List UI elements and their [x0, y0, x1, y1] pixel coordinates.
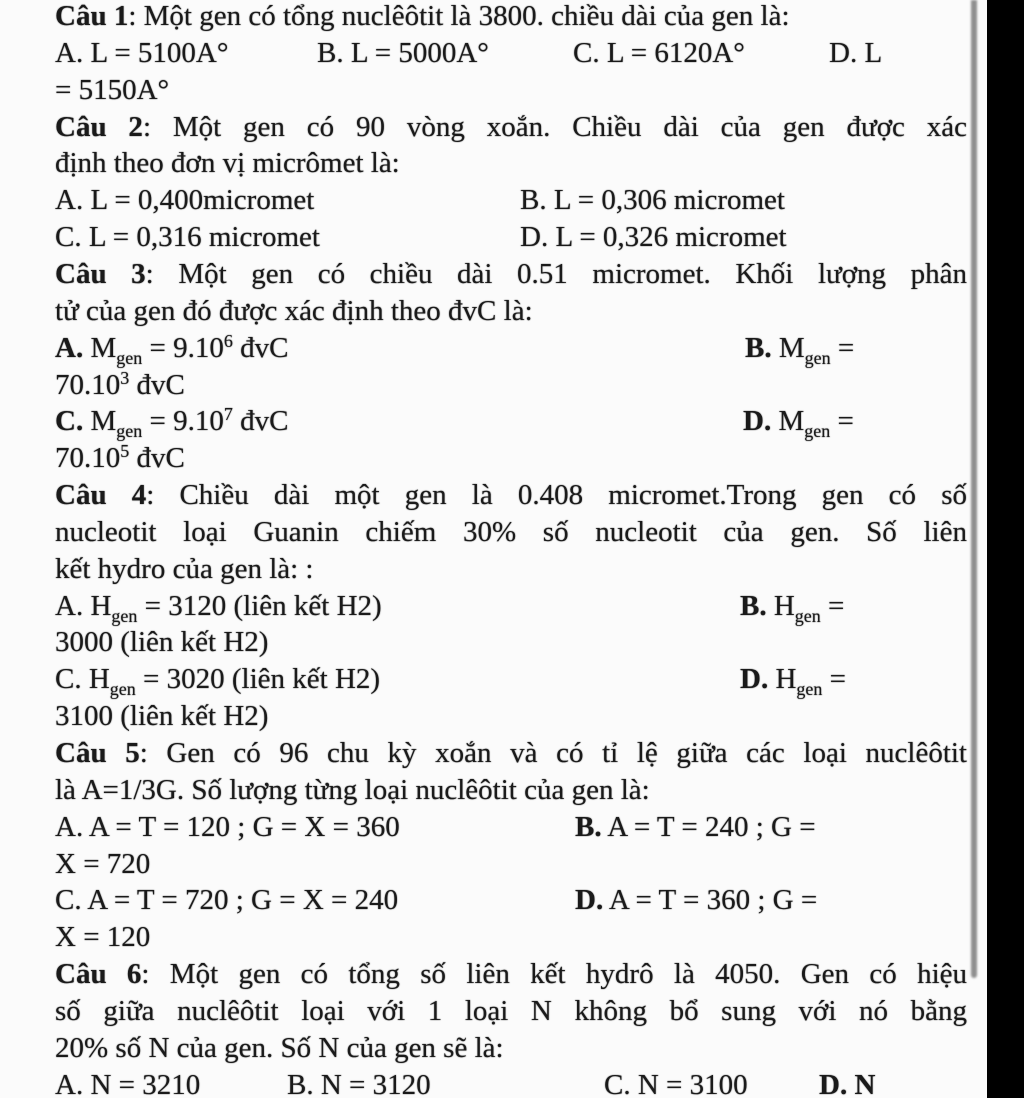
text-chunk	[55, 477, 967, 514]
text-segment: đvC	[129, 442, 185, 475]
text-chunk	[55, 514, 967, 551]
text-chunk	[829, 35, 882, 72]
text-chunk	[575, 882, 817, 919]
text-chunk	[55, 330, 288, 370]
text-chunk	[55, 772, 650, 809]
text-segment: Câu 5	[55, 737, 140, 769]
text-chunk	[604, 1067, 748, 1104]
text-segment: C.	[55, 405, 84, 438]
text-segment: C. L = 0,316 micromet	[55, 221, 320, 254]
right-black-bar	[987, 0, 1024, 1098]
text-segment: A. L = 0,400micromet	[55, 184, 315, 217]
text-chunk	[55, 219, 320, 256]
text-segment: nucleotit loại Guanin chiếm 30% số nucleotit của gen. Số liên	[55, 515, 967, 548]
text-chunk	[745, 330, 854, 370]
text-segment: X = 720	[55, 847, 151, 880]
text-segment: D.	[740, 663, 769, 696]
text-line	[0, 551, 985, 588]
text-segment: M	[771, 405, 805, 438]
text-segment: M	[83, 405, 117, 438]
text-chunk	[55, 661, 380, 701]
text-segment: B. N = 3120	[287, 1068, 431, 1101]
text-segment: 3100 (liên kết H2)	[55, 700, 269, 733]
text-segment: tử của gen đó được xác định theo đvC là:	[55, 294, 533, 327]
text-segment: C. H	[55, 663, 110, 696]
text-chunk	[740, 588, 844, 628]
text-line	[0, 514, 985, 551]
text-segment: Câu 2	[55, 110, 143, 143]
text-chunk	[55, 35, 228, 72]
text-line	[0, 956, 985, 993]
text-line	[0, 256, 985, 293]
subscript: gen	[116, 347, 143, 368]
text-chunk	[55, 72, 169, 109]
text-segment: : Gen có 96 chu kỳ xoắn và có tỉ lệ giữa các loại nuclêôtit	[139, 737, 967, 769]
text-segment: : Một gen có chiều dài 0.51 micromet. Khối lượng phân	[145, 257, 968, 290]
subscript: gen	[109, 679, 136, 700]
text-segment: D.	[743, 405, 772, 438]
text-chunk	[55, 0, 790, 35]
text-chunk	[743, 403, 854, 443]
subscript: gen	[796, 679, 823, 700]
text-chunk	[55, 1030, 504, 1067]
text-chunk	[55, 735, 967, 772]
text-segment: : Một gen có tổng nuclêôtit là 3800. chiều dài của gen là:	[128, 0, 790, 32]
text-line	[0, 477, 985, 514]
text-segment: : Chiều dài một gen là 0.408 micromet.Trong gen có số	[146, 479, 967, 512]
text-segment: D. L	[829, 36, 883, 69]
superscript: 5	[120, 441, 130, 462]
text-segment: đvC	[129, 368, 185, 401]
text-segment: C. L = 6120A°	[573, 36, 745, 69]
text-segment: số giữa nuclêôtit loại với 1 loại N không bổ sung với nó bằng	[55, 994, 967, 1027]
superscript: 3	[120, 367, 130, 388]
text-segment: =	[830, 405, 854, 438]
text-line	[0, 846, 985, 883]
text-line	[0, 882, 985, 919]
text-chunk	[520, 182, 785, 219]
subscript: gen	[116, 421, 143, 442]
text-segment: 70.10	[55, 442, 121, 475]
page-edge-divider	[971, 0, 977, 978]
text-segment: D. N	[819, 1068, 876, 1101]
text-chunk	[55, 182, 314, 219]
text-segment: B.	[740, 589, 767, 622]
text-segment: H	[768, 663, 797, 696]
text-chunk	[55, 809, 400, 846]
text-segment: = 3120 (liên kết H2)	[137, 589, 382, 622]
text-segment: B. L = 5000A°	[317, 36, 489, 69]
text-segment: 3000 (liên kết H2)	[55, 626, 269, 659]
text-chunk	[55, 588, 382, 628]
text-segment: đvC	[232, 331, 289, 364]
text-chunk	[520, 219, 787, 256]
text-line	[0, 403, 985, 440]
text-line	[0, 588, 985, 625]
text-segment: A. H	[55, 589, 112, 622]
text-segment: A. N = 3210	[55, 1068, 201, 1101]
text-segment: =	[822, 663, 847, 696]
text-chunk	[55, 440, 185, 480]
text-segment: D.	[575, 884, 604, 917]
text-chunk	[55, 551, 314, 588]
text-segment: D. L = 0,326 micromet	[520, 221, 787, 254]
text-line	[0, 1030, 985, 1067]
subscript: gen	[804, 421, 831, 442]
text-segment: B. L = 0,306 micromet	[520, 184, 785, 217]
text-line	[0, 0, 985, 35]
text-line	[0, 109, 985, 146]
text-segment: X = 120	[55, 921, 151, 954]
subscript: gen	[111, 605, 138, 626]
text-segment: Câu 3	[55, 257, 146, 290]
text-line	[0, 35, 985, 72]
text-segment: : Một gen có 90 vòng xoắn. Chiều dài của gen được xác	[142, 110, 967, 143]
text-segment: kết hydro của gen là: :	[55, 552, 314, 585]
text-chunk	[55, 846, 150, 883]
text-chunk	[55, 882, 398, 919]
text-line	[0, 293, 985, 330]
text-line	[0, 919, 985, 956]
text-line	[0, 145, 985, 182]
text-segment: = 3020 (liên kết H2)	[135, 663, 381, 696]
text-segment: C. A = T = 720 ; G = X = 240	[55, 884, 399, 917]
text-chunk	[55, 993, 967, 1030]
text-segment: B.	[745, 331, 772, 364]
text-line	[0, 367, 985, 404]
text-segment: =	[820, 589, 845, 622]
text-segment: A = T = 360 ; G =	[603, 884, 818, 917]
text-segment: A. A = T = 120 ; G = X = 360	[55, 810, 400, 843]
text-segment: Câu 4	[55, 479, 147, 512]
text-chunk	[55, 403, 288, 443]
text-segment: A = T = 240 ; G =	[601, 810, 816, 843]
text-line	[0, 698, 985, 735]
text-segment: A.	[55, 331, 84, 364]
text-segment: 70.10	[55, 368, 121, 401]
text-chunk	[55, 698, 268, 735]
text-line	[0, 219, 985, 256]
superscript: 6	[223, 330, 233, 351]
text-segment: = 5150A°	[55, 73, 170, 106]
text-segment: M	[83, 331, 117, 364]
text-segment: B.	[575, 810, 602, 843]
text-chunk	[55, 624, 268, 661]
text-segment: Câu 1	[55, 0, 129, 32]
text-segment: đvC	[232, 405, 289, 438]
superscript: 7	[223, 404, 233, 425]
text-segment: = 9.10	[142, 405, 224, 438]
text-chunk	[55, 145, 400, 182]
text-segment: Câu 6	[55, 958, 142, 991]
text-line	[0, 735, 985, 772]
text-line	[0, 440, 985, 477]
text-chunk	[55, 1067, 200, 1104]
text-segment: định theo đơn vị micrômet là:	[55, 147, 400, 180]
text-line	[0, 182, 985, 219]
text-chunk	[55, 956, 967, 993]
text-chunk	[287, 1067, 431, 1104]
text-segment: : Một gen có tổng số liên kết hydrô là 4050. Gen có hiệu	[141, 958, 967, 991]
text-chunk	[55, 256, 967, 293]
subscript: gen	[804, 347, 831, 368]
text-chunk	[55, 109, 967, 146]
subscript: gen	[794, 605, 821, 626]
text-line	[0, 772, 985, 809]
text-line	[0, 993, 985, 1030]
text-segment: = 9.10	[142, 331, 224, 364]
text-chunk	[55, 367, 185, 407]
text-segment: A. L = 5100A°	[55, 36, 229, 69]
text-chunk	[575, 809, 816, 846]
text-segment: M	[771, 331, 805, 364]
text-line	[0, 661, 985, 698]
text-segment: C. N = 3100	[604, 1068, 748, 1101]
text-chunk	[55, 919, 150, 956]
text-line	[0, 72, 985, 109]
text-line	[0, 330, 985, 367]
text-line	[0, 624, 985, 661]
text-chunk	[740, 661, 846, 701]
text-chunk	[55, 293, 533, 330]
text-segment: =	[830, 331, 855, 364]
text-line	[0, 809, 985, 846]
text-chunk	[317, 35, 489, 72]
text-chunk	[819, 1067, 875, 1104]
text-line	[0, 1067, 985, 1104]
text-chunk	[573, 35, 745, 72]
text-segment: là A=1/3G. Số lượng từng loại nuclêôtit của gen là:	[55, 773, 650, 806]
text-segment: H	[766, 589, 795, 622]
text-segment: 20% số N của gen. Số N của gen sẽ là:	[55, 1031, 504, 1064]
